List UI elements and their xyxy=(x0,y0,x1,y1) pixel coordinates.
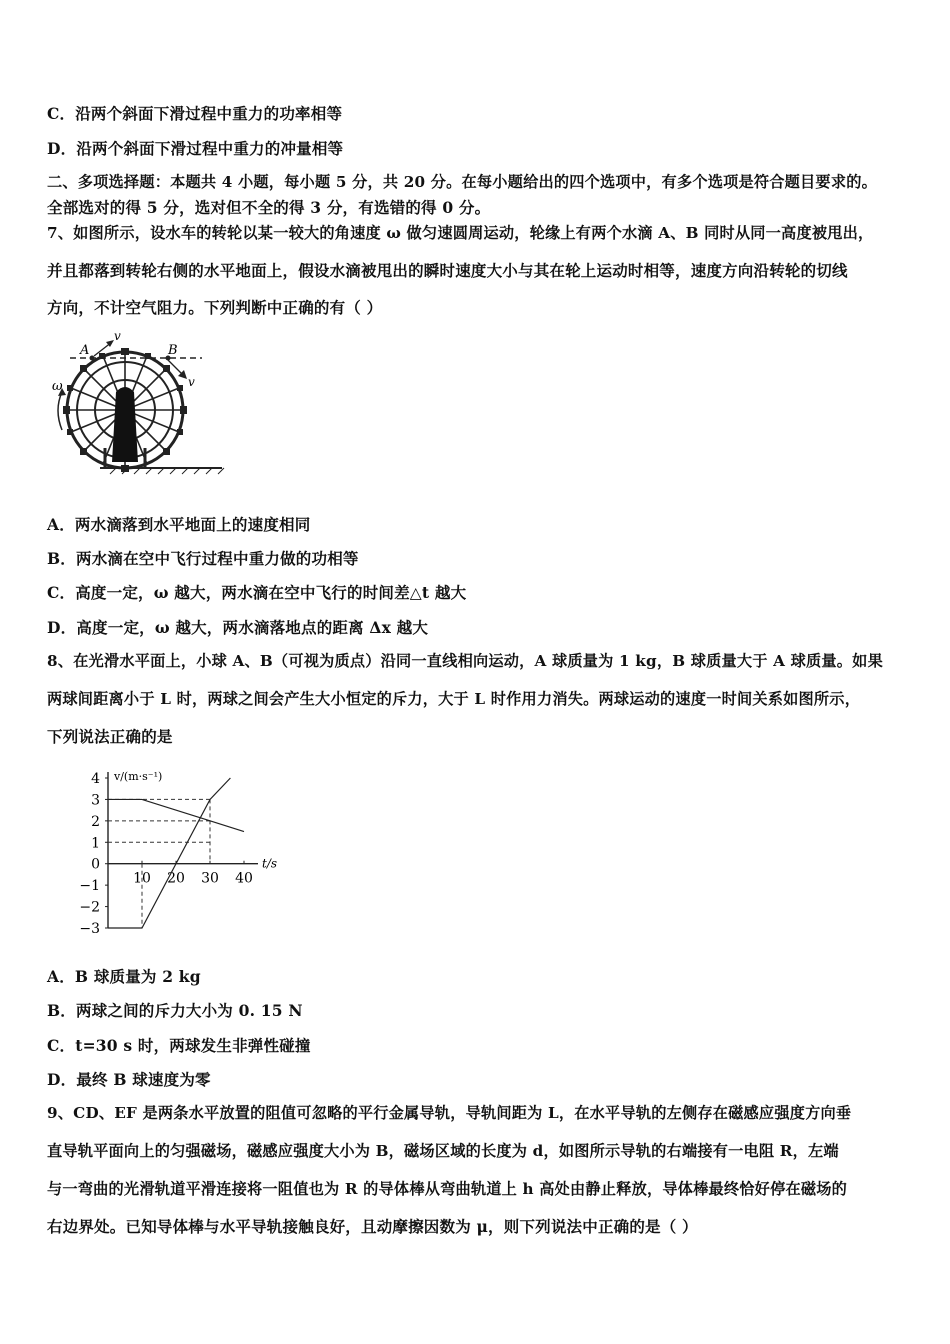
q7-option-d: D．高度一定，ω 越大，两水滴落地点的距离 Δx 越大 xyxy=(47,618,429,637)
q7-stem-line1: 7、如图所示，设水车的转轮以某一较大的角速度 ω 做匀速圆周运动，轮缘上有两个水滴 A、B 同时从同一高度被甩出， xyxy=(47,224,874,242)
q8-option-d: D．最终 B 球速度为零 xyxy=(47,1070,211,1089)
q8-option-c: C．t=30 s 时，两球发生非弹性碰撞 xyxy=(47,1036,311,1055)
wheel-center-post xyxy=(112,387,138,462)
y-tick-label: 0 xyxy=(91,856,100,873)
y-tick-label: −3 xyxy=(79,921,100,937)
velocity-time-chart xyxy=(45,760,278,945)
x-tick-label: 20 xyxy=(167,870,185,887)
q8-stem-line3: 下列说法正确的是 xyxy=(47,727,173,746)
q8-option-b: B．两球之间的斥力大小为 0. 15 N xyxy=(47,1001,303,1020)
y-tick-label: 4 xyxy=(91,771,100,787)
q9-stem-line3: 与一弯曲的光滑轨道平滑连接将一阻值也为 R 的导体棒从弯曲轨道上 h 高处由静止释放，导体棒最终恰好停在磁场的 xyxy=(47,1180,848,1198)
y-tick-label: −1 xyxy=(79,878,100,895)
q7-option-a: A．两水滴落到水平地面上的速度相同 xyxy=(47,515,311,534)
x-axis-label: t/s xyxy=(262,856,278,871)
q8-option-a: A．B 球质量为 2 kg xyxy=(47,967,201,986)
q6-option-d: D．沿两个斜面下滑过程中重力的冲量相等 xyxy=(47,139,344,158)
q7-stem-line3: 方向，不计空气阻力。下列判断中正确的有（ ） xyxy=(47,298,383,317)
q9-stem-line4: 右边界处。已知导体棒与水平导轨接触良好，且动摩擦因数为 μ，则下列说法中正确的是（ ） xyxy=(47,1217,698,1236)
y-tick-label: −2 xyxy=(79,899,100,916)
q8-stem-line1: 8、在光滑水平面上，小球 A、B（可视为质点）沿同一直线相向运动，A 球质量为 1 kg，B 球质量大于 A 球质量。如果 xyxy=(47,652,883,670)
label-omega: ω xyxy=(52,379,63,394)
q7-stem-line2: 并且都落到转轮右侧的水平地面上，假设水滴被甩出的瞬时速度大小与其在轮上运动时相等，速度方向沿转轮的切线 xyxy=(47,261,848,280)
y-axis-label: v/(m·s⁻¹) xyxy=(114,770,163,783)
omega-arrow xyxy=(58,392,62,430)
q8-stem-line2: 两球间距离小于 L 时，两球之间会产生大小恒定的斥力，大于 L 时作用力消失。两球运动的速度一时间关系如图所示， xyxy=(47,690,861,708)
series-line-a xyxy=(108,799,244,831)
q6-option-c: C．沿两个斜面下滑过程中重力的功率相等 xyxy=(47,104,343,123)
y-tick-label: 3 xyxy=(91,792,100,809)
section2-scoring: 全部选对的得 5 分，选对但不全的得 3 分，有选错的得 0 分。 xyxy=(47,198,491,217)
drop-a-dot xyxy=(90,356,95,361)
label-b: B xyxy=(168,343,178,358)
label-a: A xyxy=(80,343,90,358)
x-tick-label: 10 xyxy=(133,870,151,887)
y-tick-label: 2 xyxy=(91,813,100,830)
q7-option-b: B．两水滴在空中飞行过程中重力做的功相等 xyxy=(47,549,359,568)
x-tick-label: 40 xyxy=(235,870,253,887)
q9-stem-line2: 直导轨平面向上的匀强磁场，磁感应强度大小为 B，磁场区域的长度为 d，如图所示导轨的右端接有一电阻 R，左端 xyxy=(47,1142,839,1160)
q7-option-c: C．高度一定，ω 越大，两水滴在空中飞行的时间差△t 越大 xyxy=(47,583,467,602)
label-v1: v xyxy=(114,329,121,343)
q9-stem-line1: 9、CD、EF 是两条水平放置的阻值可忽略的平行金属导轨，导轨间距为 L，在水平导轨的左侧存在磁感应强度方向垂 xyxy=(47,1104,852,1122)
water-wheel-figure xyxy=(50,330,230,480)
y-tick-label: 1 xyxy=(91,835,100,852)
series-line-b xyxy=(108,778,230,928)
label-v2: v xyxy=(188,375,195,389)
section2-heading: 二、多项选择题：本题共 4 小题，每小题 5 分，共 20 分。在每小题给出的四个选项中，有多个选项是符合题目要求的。 xyxy=(47,173,877,191)
x-tick-label: 30 xyxy=(201,870,219,887)
